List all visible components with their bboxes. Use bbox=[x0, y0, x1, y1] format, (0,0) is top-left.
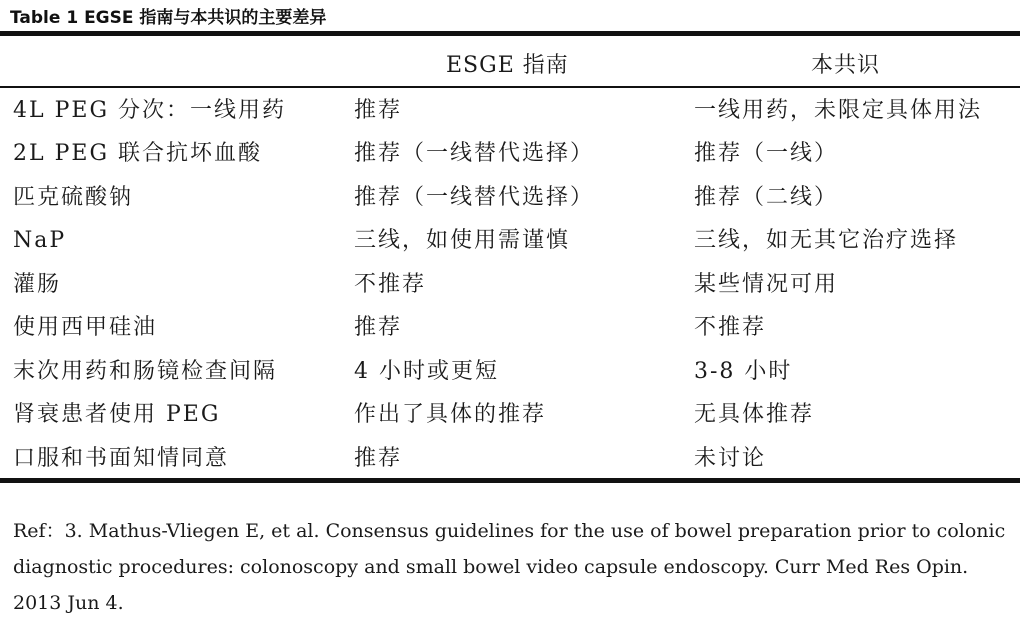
row-item-label: 4L PEG 分次：一线用药 bbox=[13, 98, 287, 123]
row-item-label: 2L PEG 联合抗坏血酸 bbox=[13, 141, 263, 166]
column-header-consensus: 本共识 bbox=[811, 53, 881, 78]
table-row bbox=[0, 439, 1020, 479]
row-item-label: 灌肠 bbox=[13, 272, 62, 297]
esge-recommendation: 不推荐 bbox=[354, 272, 427, 297]
consensus-recommendation: 3-8 小时 bbox=[694, 359, 793, 384]
table-row bbox=[0, 91, 1020, 131]
column-header-esge: ESGE 指南 bbox=[446, 53, 569, 78]
consensus-recommendation: 未讨论 bbox=[694, 446, 767, 471]
consensus-recommendation: 无具体推荐 bbox=[694, 402, 815, 427]
row-item-label: 匹克硫酸钠 bbox=[13, 185, 134, 210]
table-row bbox=[0, 221, 1020, 261]
consensus-recommendation: 推荐（二线） bbox=[694, 185, 839, 210]
reference-note: Ref：3. Mathus-Vliegen E, et al. Consensus guidelines for the use of bowel preparation prior to colonic diagnostic procedures: colonoscopy and small bowel video capsule endoscopy. Curr Med Res Opin. 2013 Jun 4. bbox=[13, 520, 1006, 614]
row-item-label: NaP bbox=[13, 228, 67, 253]
row-item-label: 末次用药和肠镜检查间隔 bbox=[13, 359, 278, 384]
esge-recommendation: 推荐（一线替代选择） bbox=[354, 141, 595, 166]
row-item-label: 使用西甲硅油 bbox=[13, 315, 158, 340]
table-row bbox=[0, 308, 1020, 348]
row-item-label: 口服和书面知情同意 bbox=[13, 446, 230, 471]
table-bottom-rule bbox=[0, 478, 1020, 483]
consensus-recommendation: 某些情况可用 bbox=[694, 272, 839, 297]
esge-recommendation: 4 小时或更短 bbox=[354, 359, 499, 384]
esge-recommendation: 推荐 bbox=[354, 315, 403, 340]
consensus-recommendation: 推荐（一线） bbox=[694, 141, 839, 166]
table-row bbox=[0, 178, 1020, 218]
esge-recommendation: 作出了具体的推荐 bbox=[354, 402, 547, 427]
table-row bbox=[0, 265, 1020, 305]
consensus-recommendation: 一线用药，未限定具体用法 bbox=[694, 98, 983, 123]
esge-recommendation: 推荐 bbox=[354, 98, 403, 123]
table-top-rule bbox=[0, 31, 1020, 36]
consensus-recommendation: 不推荐 bbox=[694, 315, 767, 340]
table-row bbox=[0, 134, 1020, 174]
table-caption: Table 1 EGSE 指南与本共识的主要差异 bbox=[10, 8, 327, 28]
esge-recommendation: 推荐（一线替代选择） bbox=[354, 185, 595, 210]
consensus-recommendation: 三线，如无其它治疗选择 bbox=[694, 228, 959, 253]
row-item-label: 肾衰患者使用 PEG bbox=[13, 402, 221, 427]
esge-recommendation: 推荐 bbox=[354, 446, 403, 471]
table-row bbox=[0, 395, 1020, 435]
esge-recommendation: 三线，如使用需谨慎 bbox=[354, 228, 571, 253]
table-header-rule bbox=[0, 86, 1020, 88]
table-row bbox=[0, 352, 1020, 392]
